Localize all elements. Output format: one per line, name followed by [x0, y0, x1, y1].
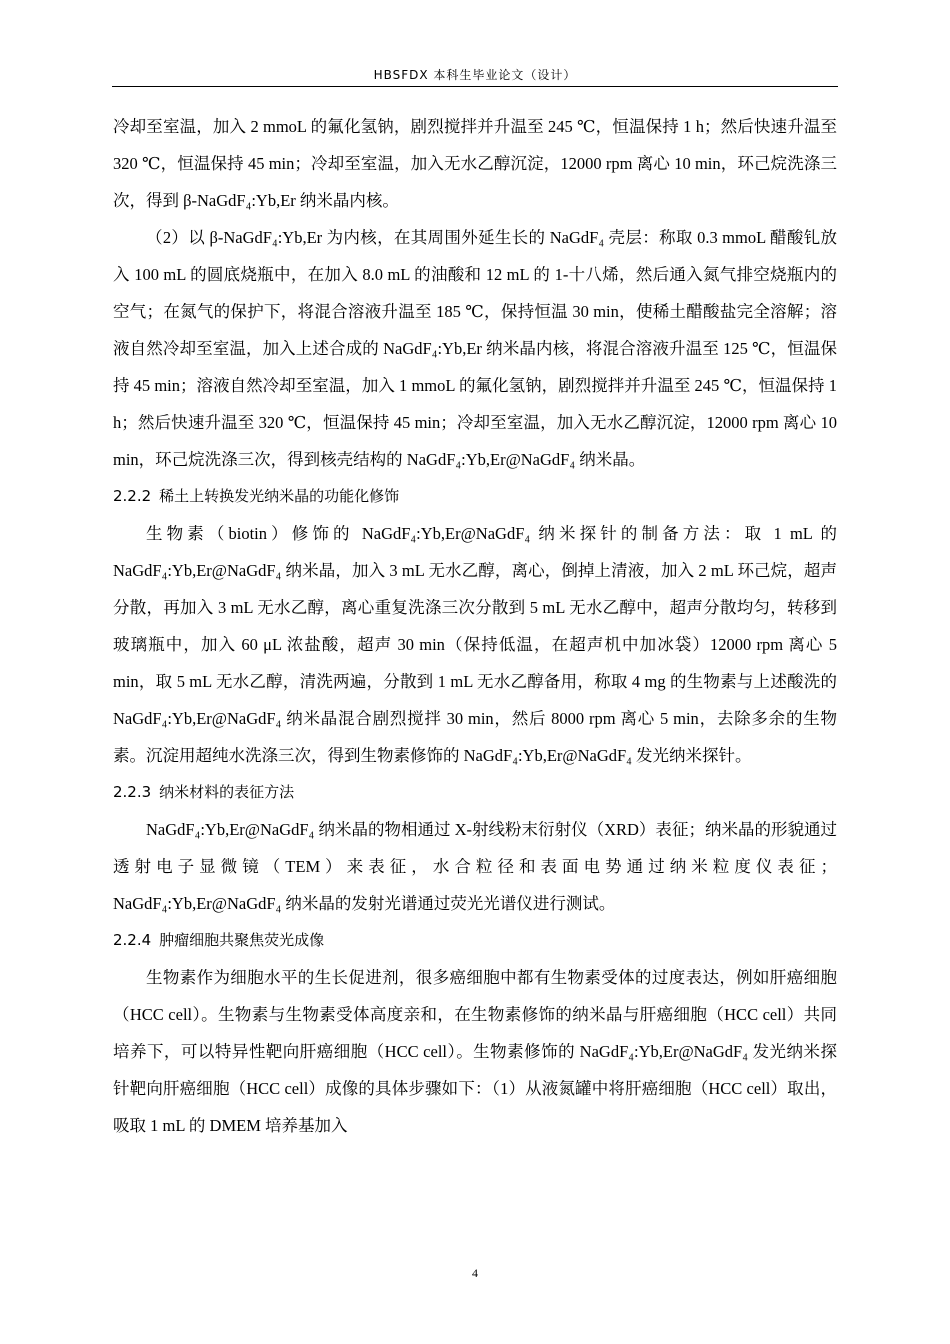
paragraph-confocal-imaging: 生物素作为细胞水平的生长促进剂，很多癌细胞中都有生物素受体的过度表达，例如肝癌细胞（HCC cell）。生物素与生物素受体高度亲和，在生物素修饰的纳米晶与肝癌细胞（HCC cell）共同培养下，可以特异性靶向肝癌细胞（HCC cell）。生物素修饰的 NaGdF₄:Yb,Er@NaGdF₄ 发光纳米探针靶向肝癌细胞（HCC cell）成像的具体步骤如下：（1）从液氮罐中将肝癌细胞（HCC cell）取出，吸取 1 mL 的 DMEM 培养基加入	[113, 968, 837, 1135]
section-heading-2-2-3	[113, 774, 837, 811]
section-heading-2-2-2	[113, 478, 837, 515]
section-number: 2.2.3	[113, 783, 152, 801]
header-rule	[112, 86, 838, 87]
section-number: 2.2.2	[113, 487, 152, 505]
section-title: 肿瘤细胞共聚焦荧光成像	[159, 931, 325, 949]
page-number: 4	[472, 1266, 478, 1280]
section-title: 稀土上转换发光纳米晶的功能化修饰	[159, 487, 400, 505]
section-number: 2.2.4	[113, 931, 152, 949]
paragraph-continuation: 冷却至室温，加入 2 mmoL 的氟化氢钠，剧烈搅拌并升温至 245 ℃，恒温保持 1 h；然后快速升温至 320 ℃，恒温保持 45 min；冷却至室温，加入无水乙醇沉淀，12000 rpm 离心 10 min，环己烷洗涤三次，得到 β-NaGdF₄:Yb,Er 纳米晶内核。	[113, 117, 837, 210]
section-heading-2-2-4	[113, 922, 837, 959]
body-content	[113, 108, 837, 1144]
section-title: 纳米材料的表征方法	[159, 783, 295, 801]
page-header: HBSFDX 本科生毕业论文（设计）	[373, 68, 577, 82]
paragraph-biotin-modification: 生物素（biotin）修饰的 NaGdF₄:Yb,Er@NaGdF₄ 纳米探针的制备方法：取 1 mL 的 NaGdF₄:Yb,Er@NaGdF₄ 纳米晶，加入 3 mL 无水乙醇，离心，倒掉上清液，加入 2 mL 环己烷，超声分散，再加入 3 mL 无水乙醇，离心重复洗涤三次分散到 5 mL 无水乙醇中，超声分散均匀，转移到玻璃瓶中，加入 60 μL 浓盐酸，超声 30 min（保持低温，在超声机中加冰袋）12000 rpm 离心 5 min，取 5 mL 无水乙醇，清洗两遍，分散到 1 mL 无水乙醇备用，称取 4 mg 的生物素与上述酸洗的 NaGdF₄:Yb,Er@NaGdF₄ 纳米晶混合剧烈搅拌 30 min，然后 8000 rpm 离心 5 min，去除多余的生物素。沉淀用超纯水洗涤三次，得到生物素修饰的 NaGdF₄:Yb,Er@NaGdF₄ 发光纳米探针。	[113, 524, 837, 765]
paragraph-characterization: NaGdF₄:Yb,Er@NaGdF₄ 纳米晶的物相通过 X-射线粉末衍射仪（XRD）表征；纳米晶的形貌通过透射电子显微镜（TEM）来表征，水合粒径和表面电势通过纳米粒度仪表征；NaGdF₄:Yb,Er@NaGdF₄ 纳米晶的发射光谱通过荧光光谱仪进行测试。	[113, 820, 837, 913]
paragraph-shell-synthesis: （2）以 β-NaGdF₄:Yb,Er 为内核，在其周围外延生长的 NaGdF₄ 壳层：称取 0.3 mmoL 醋酸钆放入 100 mL 的圆底烧瓶中，在加入 8.0 mL 的油酸和 12 mL 的 1-十八烯，然后通入氮气排空烧瓶内的空气；在氮气的保护下，将混合溶液升温至 185 ℃，保持恒温 30 min，使稀土醋酸盐完全溶解；溶液自然冷却至室温，加入上述合成的 NaGdF₄:Yb,Er 纳米晶内核，将混合溶液升温至 125 ℃，恒温保持 45 min；溶液自然冷却至室温，加入 1 mmoL 的氟化氢钠，剧烈搅拌并升温至 245 ℃，恒温保持 1 h；然后快速升温至 320 ℃，恒温保持 45 min；冷却至室温，加入无水乙醇沉淀，12000 rpm 离心 10 min，环己烷洗涤三次，得到核壳结构的 NaGdF₄:Yb,Er@NaGdF₄ 纳米晶。	[113, 228, 837, 469]
